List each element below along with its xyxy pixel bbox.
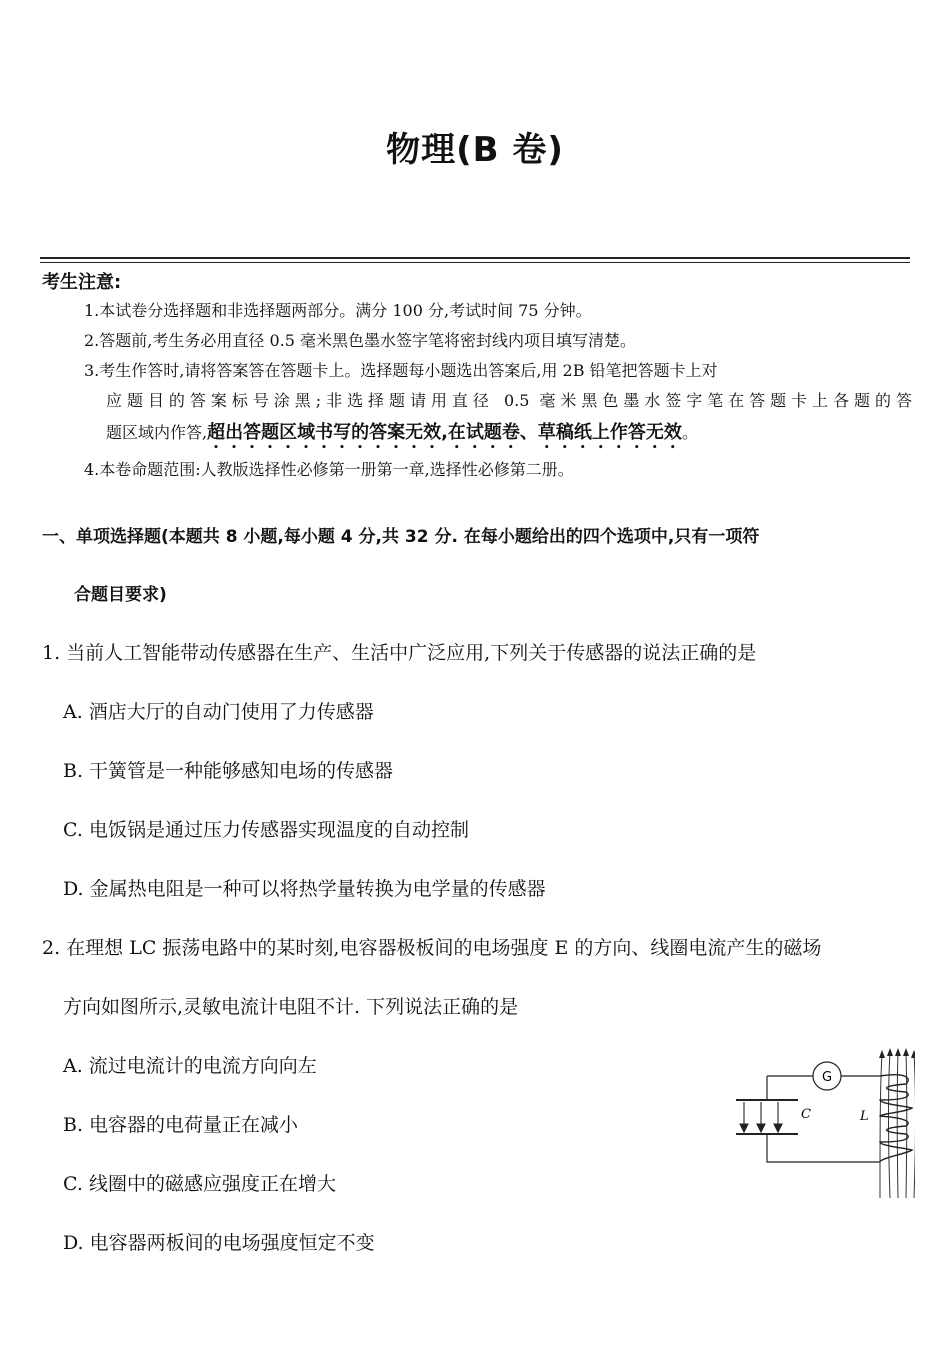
notice-heading: 考生注意: xyxy=(42,272,122,293)
header-rule-thick xyxy=(40,257,910,259)
question-1-option-c: C. 电饭锅是通过压力传感器实现温度的自动控制 xyxy=(63,819,469,841)
lc-circuit-figure xyxy=(730,1048,915,1198)
header-rule-thin xyxy=(40,262,910,263)
notice-item-3: 3.考生作答时,请将答案答在答题卡上。选择题每小题选出答案后,用 2B 铅笔把答题卡上对 xyxy=(84,361,718,380)
notice-emphasis-text: 超出答题区域书写的答案无效,在试题卷、草稿纸上作答无效 xyxy=(207,422,682,443)
question-1-option-a: A. 酒店大厅的自动门使用了力传感器 xyxy=(63,701,374,723)
inductor-label: L xyxy=(860,1109,869,1124)
question-2-option-d: D. 电容器两板间的电场强度恒定不变 xyxy=(63,1232,375,1254)
notice-item-2: 2.答题前,考生务必用直径 0.5 毫米黑色墨水签字笔将密封线内项目填写清楚。 xyxy=(84,331,636,350)
question-2-stem-line-2: 方向如图所示,灵敏电流计电阻不计. 下列说法正确的是 xyxy=(63,996,519,1018)
question-2-option-a: A. 流过电流计的电流方向向左 xyxy=(63,1055,317,1077)
notice-item-3-line-3 xyxy=(106,418,912,453)
notice-item-3-prefix: 题区域内作答, xyxy=(106,423,208,442)
question-2-option-c: C. 线圈中的磁感应强度正在增大 xyxy=(63,1173,336,1195)
notice-item-4: 4.本卷命题范围:人教版选择性必修第一册第一章,选择性必修第二册。 xyxy=(84,460,574,479)
magnetic-field-lines xyxy=(880,1052,915,1198)
question-1-option-d: D. 金属热电阻是一种可以将热学量转换为电学量的传感器 xyxy=(63,878,546,900)
notice-item-1: 1.本试卷分选择题和非选择题两部分。满分 100 分,考试时间 75 分钟。 xyxy=(84,301,592,320)
section-heading-line-2: 合题目要求) xyxy=(74,585,167,605)
capacitor-label: C xyxy=(801,1107,811,1122)
notice-item-3-suffix: 。 xyxy=(681,423,698,442)
question-1-stem: 1. 当前人工智能带动传感器在生产、生活中广泛应用,下列关于传感器的说法正确的是 xyxy=(42,642,757,664)
question-2-option-b: B. 电容器的电荷量正在减小 xyxy=(63,1114,299,1136)
notice-item-3-line-2: 应题目的答案标号涂黑;非选择题请用直径 0.5 毫米黑色墨水签字笔在答题卡上各题的答 xyxy=(106,391,912,410)
magnetic-field-arrowheads xyxy=(879,1048,915,1058)
section-heading: 一、单项选择题(本题共 8 小题,每小题 4 分,共 32 分. 在每小题给出的四个选项中,只有一项符 xyxy=(42,527,760,547)
electric-field-arrows xyxy=(740,1102,782,1132)
galvanometer-label: G xyxy=(822,1070,833,1085)
question-2-stem-line-1: 2. 在理想 LC 振荡电路中的某时刻,电容器极板间的电场强度 E 的方向、线圈电流产生的磁场 xyxy=(42,937,822,959)
question-1-option-b: B. 干簧管是一种能够感知电场的传感器 xyxy=(63,760,394,782)
exam-title: 物理(B 卷) xyxy=(386,130,564,170)
